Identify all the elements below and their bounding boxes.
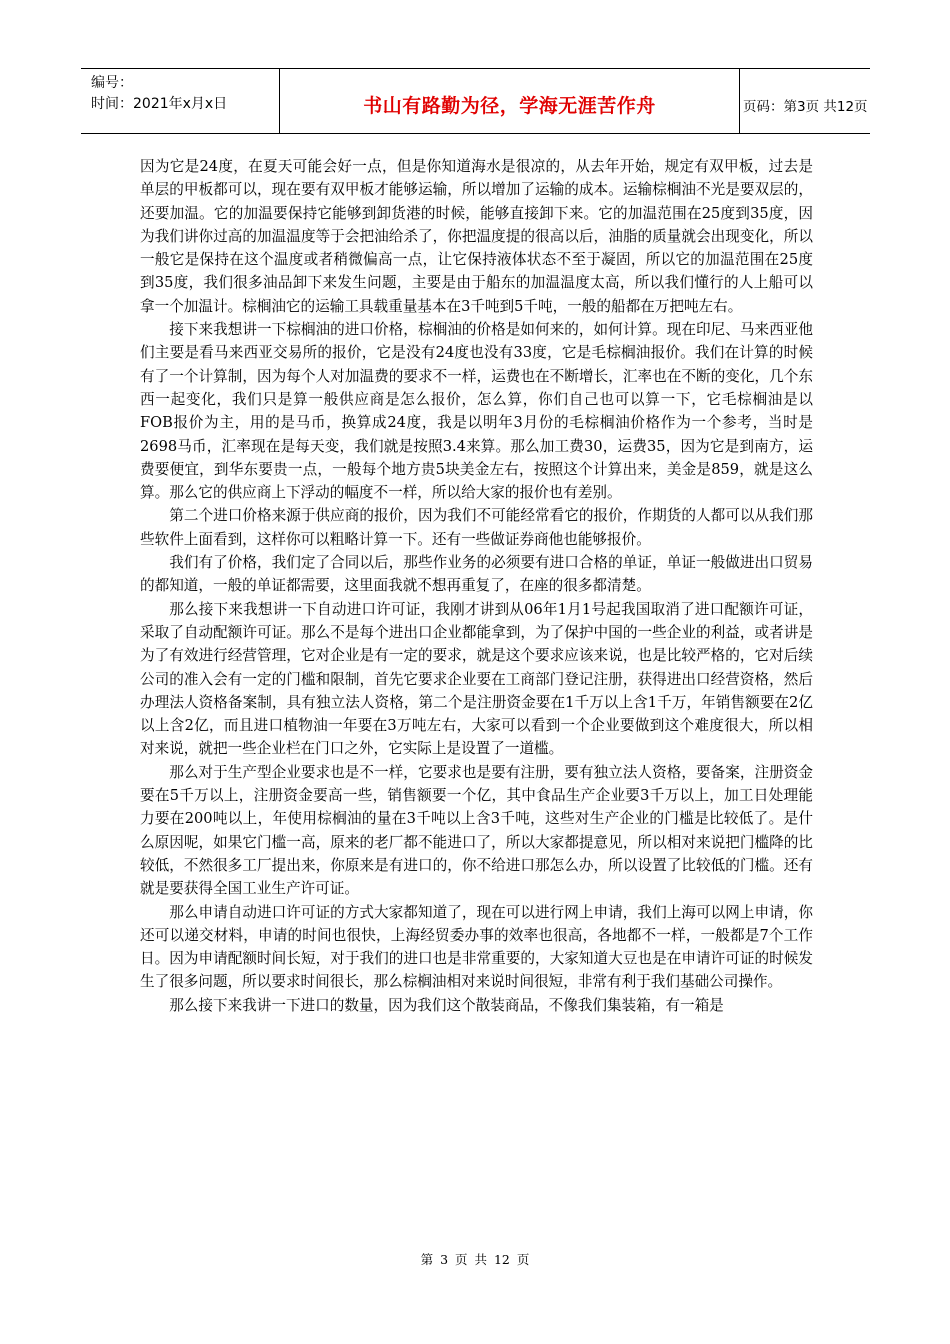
- page-header: [81, 68, 870, 134]
- paragraph: 那么接下来我想讲一下自动进口许可证，我刚才讲到从06年1月1号起我国取消了进口配额许可证，采取了自动配额许可证。那么不是每个进出口企业都能拿到，为了保护中国的一些企业的利益，或者讲是为了有效进行经营管理，它对企业是有一定的要求，就是这个要求应该来说，也是比较严格的，它对后续公司的准入会有一定的门槛和限制，首先它要求企业要在工商部门登记注册，获得进出口经营资格，然后办理法人资格备案制，具有独立法人资格，第二个是注册资金要在1千万以上含1千万，年销售额要在2亿以上含2亿，而且进口植物油一年要在3万吨左右，大家可以看到一个企业要做到这个难度很大，所以相对来说，就把一些企业栏在门口之外，它实际上是设置了一道槛。: [140, 600, 813, 758]
- document-date-label: 时间：2021年x月x日: [91, 96, 228, 112]
- page-footer: 第 3 页 共 12 页: [420, 1252, 530, 1267]
- paragraph: 那么对于生产型企业要求也是不一样，它要求也是要有注册，要有独立法人资格，要备案，注册资金要在5千万以上，注册资金要高一些，销售额要一个亿，其中食品生产企业要3千万以上，加工日处理能力要在200吨以上，年使用棕榈油的量在3千吨以上含3千吨，这些对生产企业的门槛是比较低了。是什么原因呢，如果它门槛一高，原来的老厂都不能进口了，所以大家都提意见，所以相对来说把门槛降的比较低，不然很多工厂提出来，你原来是有进口的，你不给进口那怎么办，所以设置了比较低的门槛。还有就是要获得全国工业生产许可证。: [140, 763, 813, 898]
- header-right-cell: [739, 69, 870, 133]
- paragraph: 那么申请自动进口许可证的方式大家都知道了，现在可以进行网上申请，我们上海可以网上申请，你还可以递交材料，申请的时间也很快，上海经贸委办事的效率也很高，各地都不一样，一般都是7个工作日。因为申请配额时间长短，对于我们的进口也是非常重要的，大家知道大豆也是在申请许可证的时候发生了很多问题，所以要求时间很长，那么棕榈油相对来说时间很短，非常有利于我们基础公司操作。: [140, 903, 813, 991]
- header-left-cell: [81, 69, 279, 133]
- document-number-label: 编号：: [91, 75, 133, 91]
- paragraph: 我们有了价格，我们定了合同以后，那些作业务的必须要有进口合格的单证，单证一般做进出口贸易的都知道，一般的单证都需要，这里面我就不想再重复了，在座的很多都清楚。: [140, 554, 813, 595]
- paragraph: 接下来我想讲一下棕榈油的进口价格，棕榈油的价格是如何来的，如何计算。现在印尼、马来西亚他们主要是看马来西亚交易所的报价，它是没有24度也没有33度，它是毛棕榈油报价。我们在计算的时候有了一个计算制，因为每个人对加温费的要求不一样，运费也在不断增长，汇率也在不断的变化，几个东西一起变化，我们只是算一般供应商是怎么报价，怎么算，你们自己也可以算一下，它毛棕榈油是以FOB报价为主，用的是马币，换算成24度，我是以明年3月份的毛棕榈油价格作为一个参考，当时是2698马币，汇率现在是每天变，我们就是按照3.4来算。那么加工费30，运费35，因为它是到南方，运费要便宜，到华东要贵一点，一般每个地方贵5块美金左右，按照这个计算出来，美金是859，就是这么算。那么它的供应商上下浮动的幅度不一样，所以给大家的报价也有差别。: [140, 321, 813, 502]
- motto-text: 书山有路勤为径，学海无涯苦作舟: [363, 95, 656, 117]
- header-page-info: 页码：第3页 共12页: [743, 99, 868, 115]
- paragraph: 因为它是24度，在夏天可能会好一点，但是你知道海水是很凉的，从去年开始，规定有双甲板，过去是单层的甲板都可以，现在要有双甲板才能够运输，所以增加了运输的成本。运输棕榈油不光是要双层的，还要加温。它的加温要保持它能够到卸货港的时候，能够直接卸下来。它的加温范围在25度到35度，因为我们讲你过高的加温温度等于会把油给杀了，你把温度提的很高以后，油脂的质量就会出现变化，所以一般它是保持在这个温度或者稍微偏高一点，让它保持液体状态不至于凝固，所以它的加温范围在25度到35度，我们很多油品卸下来发生问题，主要是由于船东的加温温度太高，所以我们懂行的人上船可以拿一个加温计。棕榈油它的运输工具载重量基本在3千吨到5千吨，一般的船都在万把吨左右。: [140, 158, 813, 315]
- paragraph: 第二个进口价格来源于供应商的报价，因为我们不可能经常看它的报价，作期货的人都可以从我们那些软件上面看到，这样你可以粗略计算一下。还有一些做证券商他也能够报价。: [140, 507, 813, 548]
- header-motto-cell: [279, 69, 740, 133]
- document-body: [140, 155, 813, 1017]
- paragraph: 那么接下来我讲一下进口的数量，因为我们这个散装商品，不像我们集装箱，有一箱是: [169, 996, 724, 1014]
